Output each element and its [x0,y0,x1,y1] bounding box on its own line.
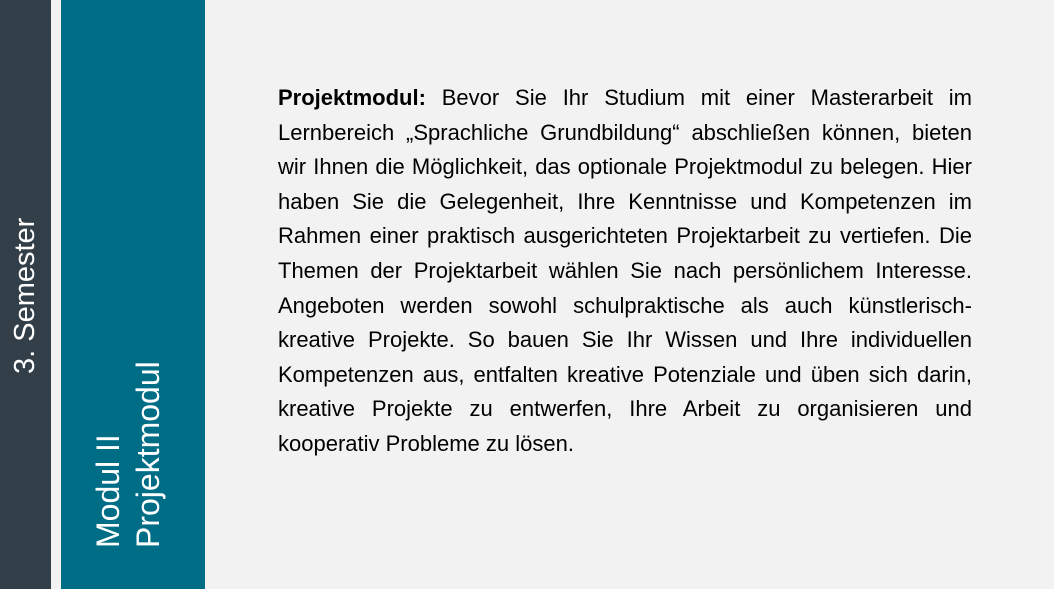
description-heading: Projektmodul: [278,85,426,110]
module-title [88,361,168,548]
semester-band [0,0,51,589]
description-body: Bevor Sie Ihr Studium mit einer Masterarbeit im Lernbereich „Sprachliche Grundbildung“ abschließen können, bieten wir Ihnen die Möglichkeit, das optionale Projektmodul zu belegen. Hier haben Sie die Gelegenheit, Ihre Kenntnisse und Kompetenzen im Rahmen einer praktisch ausgerichteten Projektarbeit zu vertiefen. Die Themen der Projektarbeit wählen Sie nach persönlichem Interesse. Angeboten werden sowohl schulpraktische als auch künstlerisch-kreative Projekte. So bauen Sie Ihr Wissen und Ihre individuellen Kompetenzen aus, entfalten kreative Potenziale und üben sich darin, kreative Projekte zu entwerfen, Ihre Arbeit zu organisieren und kooperativ Probleme zu lösen. [278,85,972,456]
module-name: Projektmodul [130,361,166,548]
module-number: Modul II [90,434,126,548]
module-description [278,81,972,462]
semester-label: 3. Semester [9,217,41,374]
